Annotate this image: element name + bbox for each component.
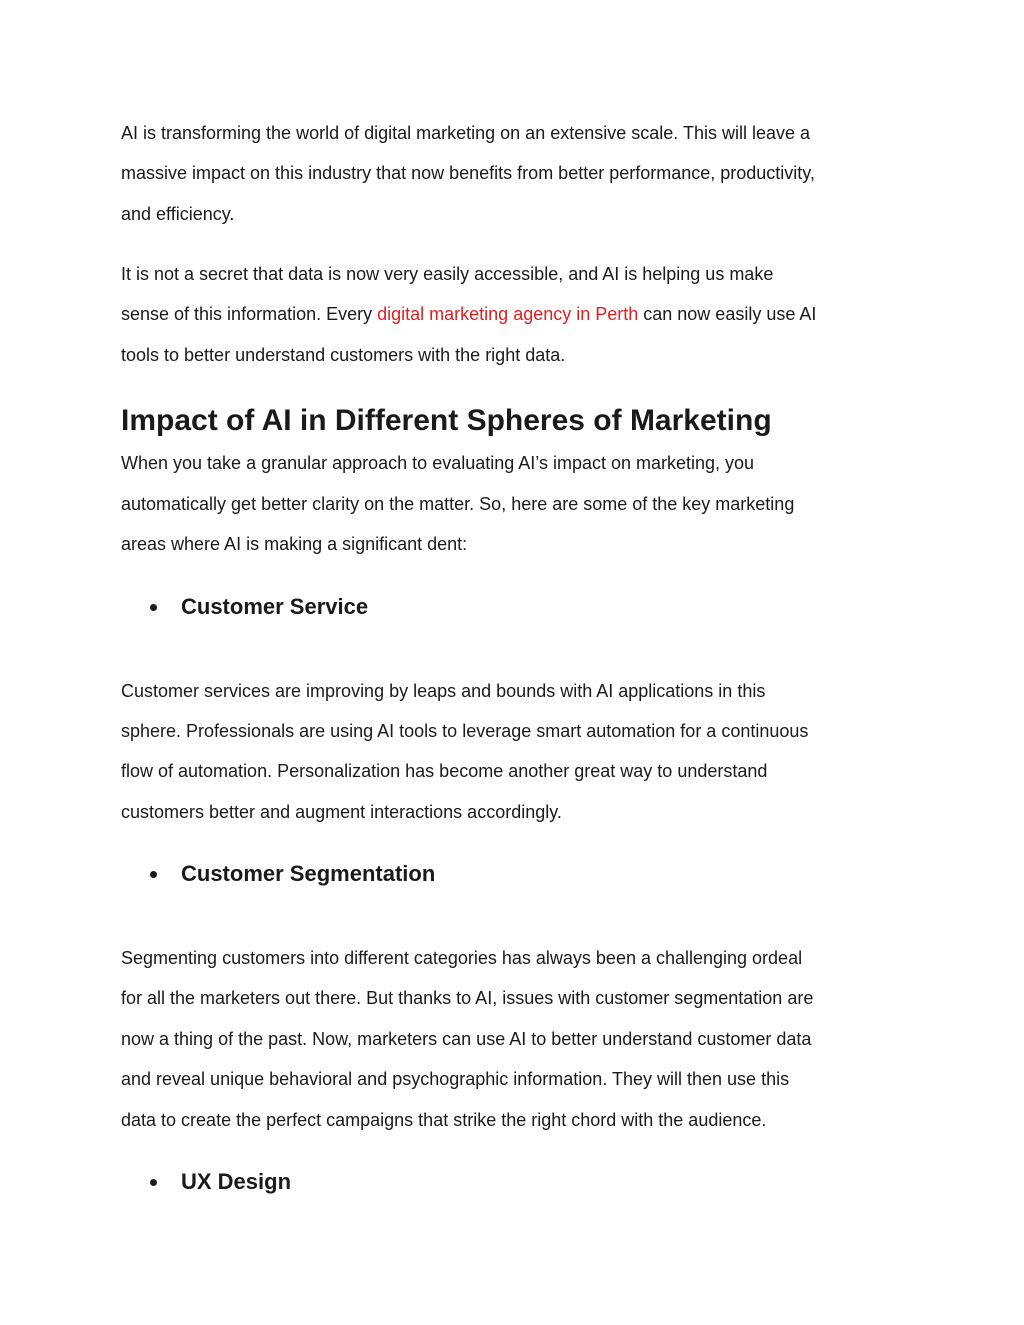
section-intro-line-3: areas where AI is making a significant dent: (121, 534, 468, 554)
section-heading: Impact of AI in Different Spheres of Marketing (121, 404, 772, 437)
section-intro-line-2: automatically get better clarity on the matter. So, here are some of the key marketing (121, 494, 795, 514)
bullet-title: UX Design (181, 1169, 292, 1194)
customer-service-line-2: sphere. Professionals are using AI tools to leverage smart automation for a continuous (121, 721, 809, 741)
bullet-title: Customer Segmentation (181, 861, 436, 886)
customer-segmentation-line-2: for all the marketers out there. But thanks to AI, issues with customer segmentation are (121, 988, 814, 1008)
bullet-customer-segmentation (150, 859, 435, 889)
customer-segmentation-line-5: data to create the perfect campaigns that strike the right chord with the audience. (121, 1110, 767, 1130)
customer-segmentation-line-1: Segmenting customers into different categories has always been a challenging ordeal (121, 948, 803, 968)
intro-paragraph-2-line-2 (121, 302, 816, 326)
line-text-after-link: can now easily use AI (638, 304, 817, 324)
section-intro-line-1: When you take a granular approach to evaluating AI’s impact on marketing, you (121, 453, 755, 473)
intro-paragraph-1-line-3: and efficiency. (121, 204, 235, 224)
intro-paragraph-1-line-2: massive impact on this industry that now benefits from better performance, productivity, (121, 163, 815, 183)
bullet-icon (150, 1179, 157, 1186)
bullet-customer-service (150, 592, 368, 622)
bullet-ux-design (150, 1167, 291, 1197)
bullet-icon (150, 604, 157, 611)
customer-service-line-4: customers better and augment interactions accordingly. (121, 802, 562, 822)
intro-paragraph-1-line-1: AI is transforming the world of digital marketing on an extensive scale. This will leave a (121, 123, 810, 143)
line-text-before-link: sense of this information. Every (121, 304, 378, 324)
bullet-title: Customer Service (181, 594, 369, 619)
customer-service-line-3: flow of automation. Personalization has become another great way to understand (121, 761, 768, 781)
intro-paragraph-2-line-3: tools to better understand customers with the right data. (121, 345, 566, 365)
customer-segmentation-line-4: and reveal unique behavioral and psychographic information. They will then use this (121, 1069, 790, 1089)
customer-segmentation-line-3: now a thing of the past. Now, marketers can use AI to better understand customer data (121, 1029, 812, 1049)
intro-paragraph-2-line-1: It is not a secret that data is now very easily accessible, and AI is helping us make (121, 264, 774, 284)
agency-link[interactable]: digital marketing agency in Perth (377, 304, 639, 324)
bullet-icon (150, 871, 157, 878)
customer-service-line-1: Customer services are improving by leaps and bounds with AI applications in this (121, 681, 766, 701)
